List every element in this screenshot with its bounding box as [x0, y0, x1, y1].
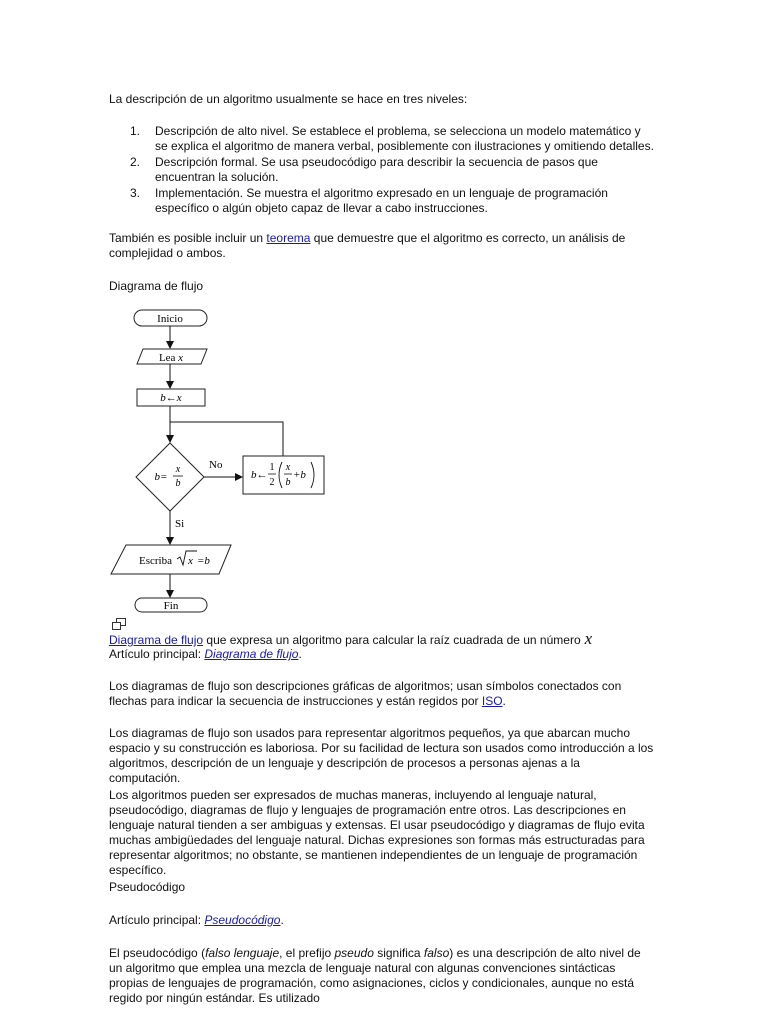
text-segment: que demuestre que el algoritmo es correcto, un análisis de complejidad o ambos.	[109, 231, 626, 260]
flow-update-x: x	[285, 462, 291, 473]
caption-variable: x	[584, 629, 593, 648]
text-segment: .	[280, 913, 284, 927]
flowchart	[105, 306, 345, 614]
flow-update-half-num: 1	[269, 462, 275, 473]
list-number: 2.	[130, 155, 141, 169]
flow-end-label: Fin	[163, 600, 179, 612]
flow-start-label: Inicio	[157, 313, 183, 325]
text-segment: significa	[373, 946, 424, 960]
list-item-text: Descripción formal. Se usa pseudocódigo para describir la secuencia de pasos que encuentran la solución.	[155, 155, 598, 184]
text-segment: que expresa un algoritmo para calcular la raíz cuadrada de un número	[203, 633, 581, 647]
flow-update-half-den: 2	[269, 477, 275, 488]
list-item	[109, 124, 654, 154]
text-segment: El pseudocódigo (	[109, 946, 206, 960]
text-segment: .	[502, 694, 506, 708]
flow-update-b2: b	[285, 477, 291, 488]
flow-sqrt-x: x	[188, 555, 193, 567]
list-item	[109, 155, 654, 185]
text-segment: .	[298, 647, 302, 661]
flow-si-label: Si	[175, 518, 185, 530]
main-article-note-flujo	[109, 647, 654, 662]
list-item	[109, 186, 654, 216]
text-segment: , el prefijo	[279, 946, 335, 960]
intro-paragraph: La descripción de un algoritmo usualmente se hace en tres niveles:	[109, 92, 468, 106]
section-heading-flujo: Diagrama de flujo	[109, 279, 204, 293]
list-item-text: Implementación. Se muestra el algoritmo expresado en un lenguaje de programación específico o algún objeto capaz de llevar a cabo instrucciones.	[155, 186, 608, 215]
list-number: 3.	[130, 186, 141, 200]
paragraph-flujo-1	[109, 679, 654, 709]
text-segment: Los diagramas de flujo son descripciones gráficas de algoritmos; usan símbolos conectados con flechas para indicar la secuencia de instrucciones y están regidos por	[109, 679, 622, 708]
flow-decision-num: x	[175, 464, 181, 475]
section-heading-pseudo: Pseudocódigo	[109, 880, 186, 894]
paragraph-flujo-2: Los diagramas de flujo son usados para representar algoritmos pequeños, ya que abarcan mucho espacio y su construcción es laboriosa. Por su facilidad de lectura son usados como introducción a los algoritmos, descripción de un lenguaje y descripción de procesos a personas ajenas a la computación.	[109, 726, 654, 785]
list-item-text: Descripción de alto nivel. Se establece el problema, se selecciona un modelo matemático y se explica el algoritmo de manera verbal, posiblemente con ilustraciones y omitiendo detalles.	[155, 124, 654, 153]
article-link-flujo[interactable]: Diagrama de flujo	[204, 647, 299, 661]
flow-decision-diamond	[136, 443, 204, 511]
text-segment: Artículo principal:	[109, 913, 205, 927]
text-emphasis: pseudo	[334, 946, 374, 960]
flow-assign-label: b←x	[160, 392, 182, 404]
main-article-note-pseudo	[109, 913, 654, 928]
text-segment: ) es una descripción de alto nivel de un algoritmo que emplea una mezcla de lenguaje natural con algunas convenciones sintácticas propias de lenguajes de programación, como asignaciones, ciclos y condicionales, aunque no está regido por ningún estándar. Es utilizado	[109, 946, 641, 1005]
text-segment: También es posible incluir un	[109, 231, 267, 245]
flow-loop-line	[170, 422, 283, 456]
text-emphasis: falso	[423, 946, 450, 960]
teorema-link[interactable]: teorema	[266, 231, 311, 245]
article-link-pseudo[interactable]: Pseudocódigo	[204, 913, 281, 927]
flow-input-label: Lea x	[158, 352, 184, 364]
list-number: 1.	[130, 124, 141, 138]
flow-no-label: No	[209, 459, 223, 471]
flow-update-b: b←	[251, 469, 268, 481]
flow-output-label: Escriba	[139, 555, 172, 567]
flow-decision-den: b	[175, 478, 181, 489]
text-emphasis: falso lenguaje	[205, 946, 280, 960]
teorema-paragraph	[109, 231, 654, 261]
paragraph-pseudo	[109, 946, 654, 1006]
text-segment: Artículo principal:	[109, 647, 205, 661]
iso-link[interactable]: ISO	[481, 694, 503, 708]
figure-caption	[109, 631, 654, 648]
flow-decision-b: b=	[154, 471, 168, 483]
enlarge-icon[interactable]	[112, 618, 126, 630]
caption-link[interactable]: Diagrama de flujo	[109, 633, 204, 647]
flow-eq-b: =b	[197, 555, 210, 567]
paragraph-flujo-3: Los algoritmos pueden ser expresados de muchas maneras, incluyendo al lenguaje natural, pseudocódigo, diagramas de flujo y lenguajes de programación entre otros. Las descripciones en lenguaje natural tienden a ser ambiguas y extensas. El usar pseudocódigo y diagramas de flujo evita muchas ambigüedades del lenguaje natural. Dichas expresiones son formas más estructuradas para representar algoritmos; no obstante, se mantienen independientes de un lenguaje de programación específico.	[109, 788, 645, 877]
flow-update-plus: +b	[293, 469, 306, 481]
levels-list	[109, 124, 654, 217]
